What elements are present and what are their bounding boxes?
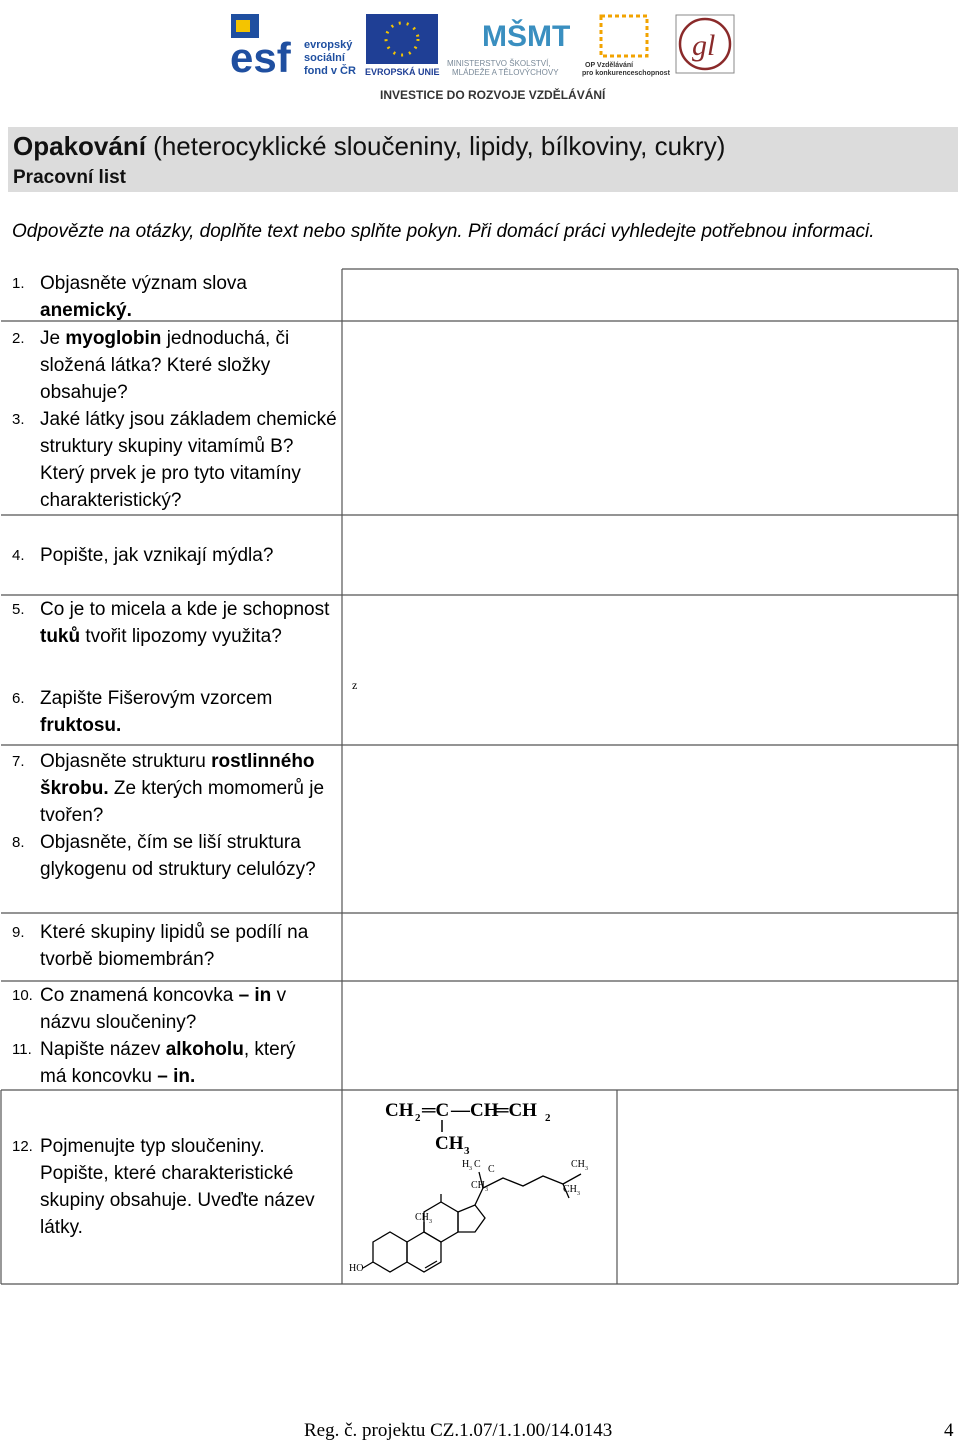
structure-label: 3 (469, 1166, 472, 1172)
formula-label: 3 (464, 1145, 470, 1157)
slogan: INVESTICE DO ROZVOJE VZDĚLÁVÁNÍ (380, 88, 606, 102)
svg-text:fond v ČR: fond v ČR (304, 65, 356, 77)
question-number: 1. (12, 275, 25, 292)
answer-cell-9[interactable] (343, 914, 957, 980)
page-subtitle: Pracovní list (13, 167, 126, 188)
structure-label: H (462, 1159, 470, 1170)
eu-flag-logo (365, 14, 440, 77)
msmt-logo (447, 19, 570, 77)
question-number: 8. (12, 834, 25, 851)
answer-cell-10-11[interactable] (343, 982, 957, 1089)
structure-label: 3 (585, 1166, 588, 1172)
svg-text:MLÁDEŽE A TĚLOVÝCHOVY: MLÁDEŽE A TĚLOVÝCHOVY (452, 68, 559, 77)
structure-label: CH (471, 1180, 485, 1191)
question-number: 7. (12, 753, 25, 770)
page-title (13, 131, 725, 162)
svg-text:MŠMT: MŠMT (482, 20, 571, 53)
structure-label: C (488, 1164, 495, 1175)
answer-mark: z (352, 678, 358, 692)
svg-text:pro konkurenceschopnost: pro konkurenceschopnost (582, 70, 670, 77)
page-number: 4 (944, 1420, 954, 1441)
question-number: 9. (12, 924, 25, 941)
formula-label: CH (435, 1133, 464, 1154)
answer-cell-4[interactable] (343, 516, 957, 594)
structure-label: 3 (429, 1219, 432, 1225)
gl-logo (676, 15, 734, 73)
formula-label: —CH (451, 1100, 499, 1121)
answer-cell-5-6[interactable] (343, 596, 957, 744)
formula-label: ═C (422, 1100, 450, 1121)
structure-label: 3 (485, 1187, 488, 1193)
formula-label: 2 (545, 1112, 551, 1124)
esf-logo (230, 14, 356, 81)
answer-cell-2-3[interactable] (343, 322, 957, 514)
project-registration: Reg. č. projektu CZ.1.07/1.1.00/14.0143 (304, 1420, 613, 1441)
esf-logo-text: esf (230, 34, 291, 81)
instruction-text: Odpovězte na otázky, doplňte text nebo splňte pokyn. Při domácí práci vyhledejte potřebnou informaci. (12, 221, 875, 242)
question-number: 2. (12, 330, 25, 347)
title-topic: (heterocyklické sloučeniny, lipidy, bílkoviny, cukry) (145, 131, 726, 161)
svg-text:gl: gl (692, 29, 716, 62)
structure-label: CH (571, 1159, 585, 1170)
formula-label: ═CH (495, 1100, 537, 1121)
structure-label: CH (415, 1212, 429, 1223)
formula-label: CH (385, 1100, 414, 1121)
question-number: 12. (12, 1138, 33, 1155)
svg-text:sociální: sociální (304, 52, 345, 64)
answer-cell-1[interactable] (343, 270, 957, 320)
question-number: 4. (12, 547, 25, 564)
structure-label: 3 (577, 1191, 580, 1197)
svg-text:MINISTERSTVO ŠKOLSTVÍ,: MINISTERSTVO ŠKOLSTVÍ, (447, 59, 551, 68)
formula-label: 2 (415, 1112, 421, 1124)
structure-label: C (474, 1159, 481, 1170)
structure-label: CH (563, 1184, 577, 1195)
title-main: Opakování (13, 131, 146, 161)
isoprene-formula (385, 1098, 565, 1158)
svg-text:OP Vzdělávání: OP Vzdělávání (585, 62, 634, 69)
op-vzdelavani-logo (582, 16, 671, 77)
question-number: 10. (12, 987, 33, 1004)
question-number: 6. (12, 690, 25, 707)
cholesterol-structure (345, 1150, 605, 1280)
header-logos (0, 0, 960, 110)
title-band (8, 127, 958, 192)
question-number: 5. (12, 601, 25, 618)
structure-label: HO (349, 1263, 364, 1274)
svg-text:EVROPSKÁ UNIE: EVROPSKÁ UNIE (365, 67, 440, 77)
question-number: 11. (12, 1041, 32, 1058)
answer-cell-12[interactable] (618, 1091, 957, 1283)
answer-cell-7-8[interactable] (343, 746, 957, 912)
svg-text:evropský: evropský (304, 39, 353, 51)
question-number: 3. (12, 411, 25, 428)
